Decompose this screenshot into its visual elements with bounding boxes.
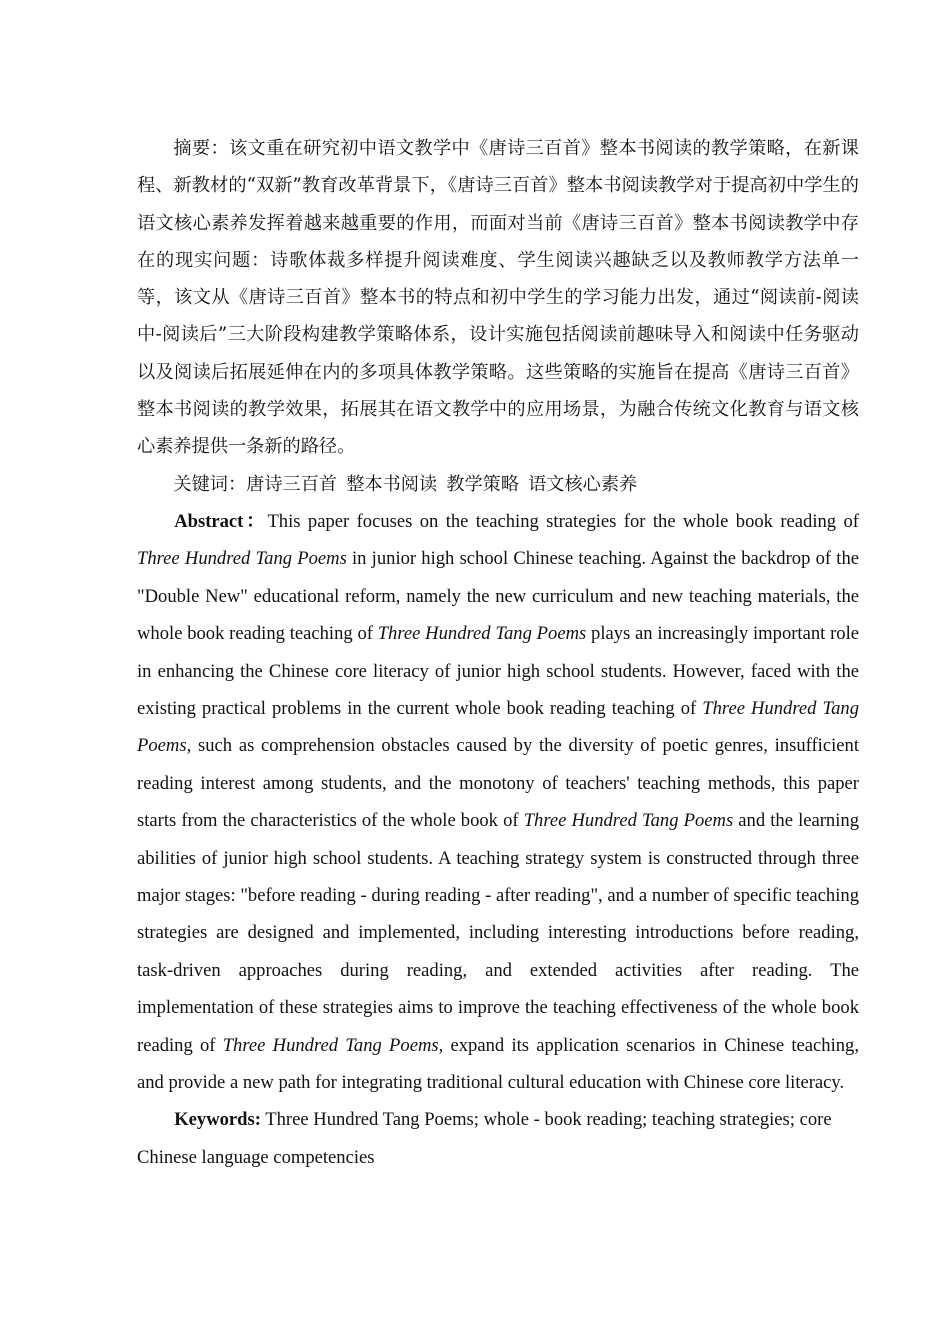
keyword-zh-term: 整本书阅读 [346, 473, 438, 495]
keywords-en-paragraph [137, 1101, 859, 1176]
book-title-italic: Three Hundred Tang Poems [523, 810, 734, 832]
abstract-en-paragraph [137, 503, 859, 1102]
book-title-italic: Three Hundred Tang Poems [137, 548, 347, 570]
keywords-zh-paragraph [137, 466, 859, 503]
book-title-italic: Three Hundred Tang Poems [377, 623, 587, 645]
keywords-en-label: Keywords: [174, 1109, 261, 1131]
keyword-zh-term: 教学策略 [446, 473, 520, 495]
paper-page [137, 130, 859, 1176]
abstract-en-segment: This paper focuses on the teaching strategies for the whole book reading of [267, 510, 859, 532]
abstract-zh-paragraph [137, 130, 859, 466]
keyword-zh-term: 语文核心素养 [528, 473, 638, 495]
abstract-zh-text: 该文重在研究初中语文教学中《唐诗三百首》整本书阅读的教学策略，在新课程、新教材的“双新”教育改革背景下，《唐诗三百首》整本书阅读教学对于提高初中学生的语文核心素养发挥着越来越重要的作用，而面对当前《唐诗三百首》整本书阅读教学中存在的现实问题：诗歌体裁多样提升阅读难度、学生阅读兴趣缺乏以及教师教学方法单一等，该文从《唐诗三百首》整本书的特点和初中学生的学习能力出发，通过“阅读前-阅读中-阅读后”三大阶段构建教学策略体系，设计实施包括阅读前趣味导入和阅读中任务驱动以及阅读后拓展延伸在内的多项具体教学策略。这些策略的实施旨在提高《唐诗三百首》整本书阅读的教学效果，拓展其在语文教学中的应用场景，为融合传统文化教育与语文核心素养提供一条新的路径。 [137, 138, 859, 458]
abstract-en-segment: , expand its application scenarios in Chinese teaching, and provide a new path for integrating traditional cultural education with Chinese core literacy. [137, 1034, 859, 1094]
abstract-en-segment: and the learning abilities of junior high school students. A teaching strategy system is constructed through three major stages: "before reading - during reading - after reading", and a number of specific teaching strategies are designed and implemented, including interesting introductions before reading, task-driven approaches during reading, and extended activities after reading. The implementation of these strategies aims to improve the teaching effectiveness of the whole book reading of [137, 810, 859, 1056]
keywords-en-text: Three Hundred Tang Poems; whole - book reading; teaching strategies; core Chinese language competencies [137, 1109, 832, 1168]
abstract-en-segment: plays an increasingly important role in enhancing the Chinese core literacy of junior high school students. However, faced with the existing practical problems in the current whole book reading teaching of [137, 623, 859, 719]
keyword-zh-term: 唐诗三百首 [246, 473, 338, 495]
book-title-italic: Three Hundred Tang Poems [222, 1034, 439, 1056]
abstract-en-segment: , such as comprehension obstacles caused by the diversity of poetic genres, insufficient reading interest among students, and the monotony of teachers' teaching methods, this paper starts from the characteristics of the whole book of [137, 735, 859, 832]
abstract-en-segment: in junior high school Chinese teaching. Against the backdrop of the "Double New" educational reform, namely the new curriculum and new teaching materials, the whole book reading teaching of [137, 548, 859, 645]
abstract-zh-label: 摘要： [173, 138, 230, 159]
keywords-zh-label: 关键词： [173, 473, 247, 495]
abstract-en-label: Abstract： [174, 510, 268, 532]
book-title-italic: Three Hundred Tang Poems [137, 698, 859, 757]
